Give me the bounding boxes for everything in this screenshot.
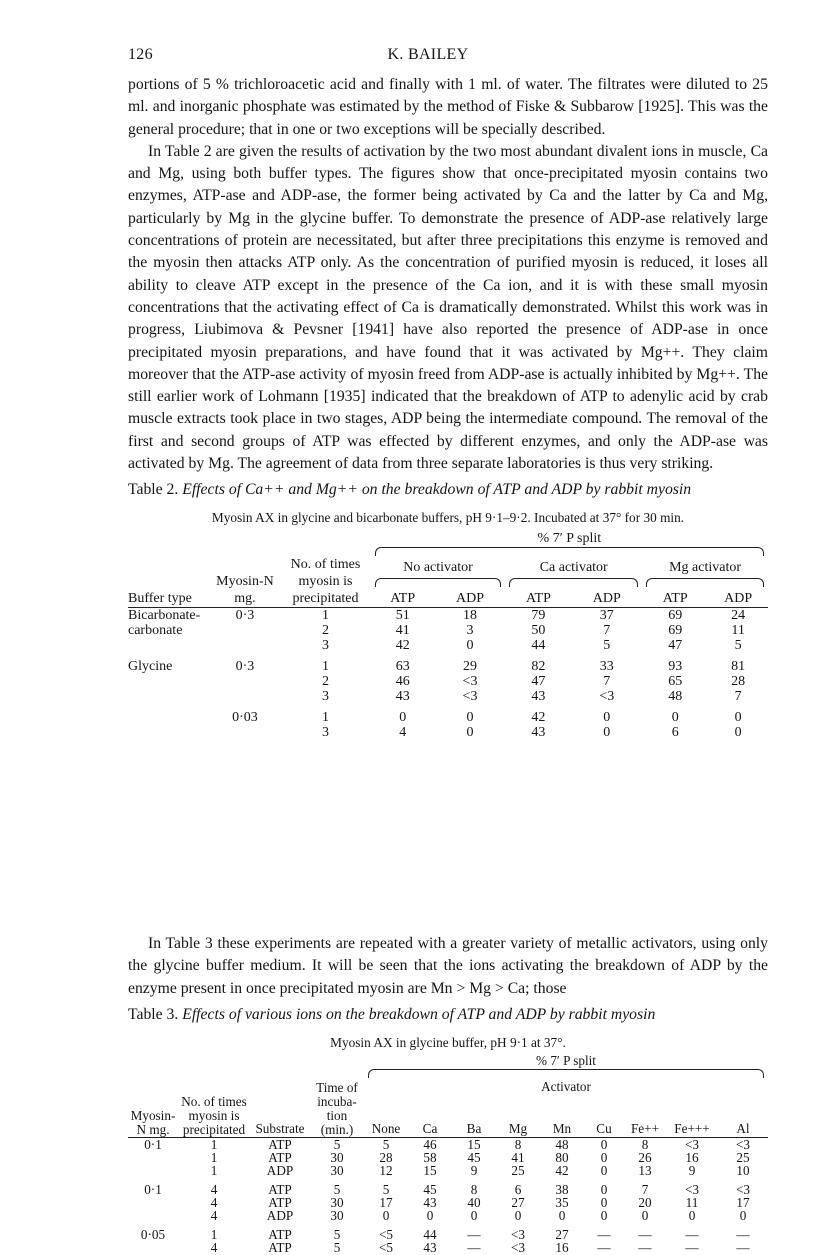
table-cell: <3 (735, 1137, 751, 1152)
table-cell: — (685, 1227, 699, 1242)
table-cell: 79 (531, 608, 546, 623)
table-cell: 25 (736, 1150, 750, 1165)
table-cell (128, 725, 210, 740)
table-cell: — (736, 1227, 750, 1242)
table-cell: 5 (333, 1240, 341, 1255)
table-cell: 6 (514, 1182, 522, 1197)
table-cell: 4 (210, 1195, 218, 1210)
table-row (128, 1241, 768, 1254)
table2-col-atp: ATP (662, 591, 688, 606)
table-row (128, 1228, 768, 1241)
table3-col-ion-none: None (371, 1121, 401, 1136)
table-cell (128, 710, 210, 725)
table-cell: 0·03 (232, 710, 258, 725)
table-cell: Glycine (128, 659, 173, 674)
table-cell: 1 (210, 1137, 218, 1152)
table-cell: 0 (641, 1208, 649, 1223)
table-cell: 0 (734, 710, 742, 725)
table-cell: 30 (330, 1163, 344, 1178)
table-cell: 28 (731, 674, 746, 689)
table2-subtitle: Myosin AX in glycine and bicarbonate buffers, pH 9·1–9·2. Incubated at 37° for 30 min. (211, 510, 685, 525)
table-cell: — (736, 1240, 750, 1255)
table-row (128, 1164, 768, 1177)
table3-col-ion-fe2: Fe++ (630, 1121, 660, 1136)
table-cell: — (685, 1240, 699, 1255)
table3-col-time: Time of incuba-tion (min.) (316, 1080, 358, 1137)
table-cell: — (638, 1227, 652, 1242)
table-cell: 58 (423, 1150, 437, 1165)
paragraph-table3-intro: In Table 3 these experiments are repeated with a greater variety of metallic activators, using only the glycine buffer medium. It will be seen that the ions activating the breakdown of ADP by the enzyme present in once precipitated myosin are Mn > Mg > Ca; those (128, 935, 768, 997)
table-row (128, 1151, 768, 1164)
table-cell: 27 (555, 1227, 569, 1242)
table3-col-ion-ca: Ca (422, 1121, 438, 1136)
table-cell: 20 (638, 1195, 652, 1210)
table-cell: 0 (399, 710, 407, 725)
table3-subtitle: Myosin AX in glycine buffer, pH 9·1 at 37°. (330, 1035, 566, 1050)
table-cell: 6 (671, 725, 679, 740)
table-cell: 3 (321, 725, 329, 740)
table-cell: 5 (382, 1182, 390, 1197)
table-cell: 18 (463, 608, 477, 623)
table2-brace-mg (646, 578, 764, 587)
table-cell: 0·3 (235, 608, 255, 623)
table-cell: 0 (600, 1182, 608, 1197)
table-cell: 48 (668, 689, 683, 704)
table-cell: 1 (321, 710, 329, 725)
table-cell: 38 (555, 1182, 569, 1197)
table-cell: 0 (514, 1208, 522, 1223)
table2-label: Table 2. (128, 481, 179, 498)
table-cell: — (638, 1240, 652, 1255)
table-cell: 3 (321, 638, 329, 653)
table-cell: — (597, 1227, 611, 1242)
table2-caption (128, 481, 768, 499)
table2-col-buffer: Buffer type (128, 591, 192, 606)
table3-title: Effects of various ions on the breakdown of ATP and ADP by rabbit myosin (182, 1006, 656, 1023)
table-cell: 25 (511, 1163, 525, 1178)
table2-body (128, 608, 768, 741)
paragraph-continuation: portions of 5 % trichloroacetic acid and finally with 1 ml. of water. The filtrates were diluted to 25 ml. and inorganic phosphate was estimated by the method of Fiske & Subbarow [1925]. This was the general procedure; that in one or two exceptions will be specially described. (128, 76, 768, 138)
table-cell: 17 (736, 1195, 750, 1210)
table-cell: 5 (734, 638, 742, 653)
table-cell: 24 (731, 608, 746, 623)
table-cell: 43 (423, 1240, 437, 1255)
table-cell: 82 (531, 659, 546, 674)
table2-brace-ca (509, 578, 638, 587)
table-cell: ATP (268, 1150, 292, 1165)
table-cell: 37 (599, 608, 614, 623)
table-cell: 43 (531, 725, 546, 740)
table-cell: 3 (321, 689, 329, 704)
table-cell: 42 (555, 1163, 569, 1178)
table-cell: Bicarbonate- (128, 608, 201, 623)
table2-col-atp: ATP (390, 591, 416, 606)
table-cell: 35 (555, 1195, 569, 1210)
table-cell: 4 (210, 1208, 218, 1223)
table-cell: 46 (395, 674, 410, 689)
table-cell (210, 725, 281, 740)
table3-activator-header: Activator (541, 1079, 591, 1094)
table-cell: 7 (734, 689, 742, 704)
running-head (128, 46, 728, 68)
table-cell: 5 (333, 1227, 341, 1242)
table-cell: 0 (426, 1208, 434, 1223)
table3-col-ion-mg: Mg (508, 1121, 528, 1136)
table-cell: <3 (684, 1137, 700, 1152)
table-cell: 0 (671, 710, 679, 725)
table-cell: 40 (467, 1195, 481, 1210)
table-cell (128, 674, 210, 689)
table-cell: 5 (333, 1182, 341, 1197)
table-cell: 1 (321, 659, 329, 674)
table-cell: 26 (638, 1150, 652, 1165)
table-cell: 1 (210, 1227, 218, 1242)
table-row (128, 710, 768, 725)
table2-span-brace (375, 547, 764, 556)
table-cell: 1 (210, 1163, 218, 1178)
table-cell: 0 (600, 1208, 608, 1223)
table2-col-myosin: Myosin-N mg. (216, 574, 274, 606)
table-row (128, 659, 768, 674)
table-cell: 8 (514, 1137, 522, 1152)
table-cell (210, 623, 281, 638)
table-cell: 48 (555, 1137, 569, 1152)
table-cell: 33 (599, 659, 614, 674)
table-cell: 0 (466, 638, 474, 653)
table-cell: 11 (731, 623, 745, 638)
body-text-upper (128, 74, 768, 475)
table3-col-ion-cu: Cu (596, 1121, 612, 1136)
table3-body (128, 1138, 768, 1255)
table-cell: 16 (555, 1240, 569, 1255)
table-cell: 30 (330, 1208, 344, 1223)
table3-caption (128, 1006, 768, 1024)
table2 (128, 530, 768, 740)
table2-group-ca-activator: Ca activator (539, 560, 608, 576)
table-cell: <3 (684, 1182, 700, 1197)
table-cell: 7 (603, 623, 611, 638)
table-cell (128, 689, 210, 704)
table-cell: 29 (463, 659, 477, 674)
table-cell: <3 (462, 674, 478, 689)
table-cell: 5 (333, 1137, 341, 1152)
table-cell: — (467, 1227, 481, 1242)
table-cell: 0·3 (235, 659, 255, 674)
table-cell: 0 (466, 725, 474, 740)
table-cell: 27 (511, 1195, 525, 1210)
table-cell: 9 (688, 1163, 696, 1178)
table-cell: <5 (378, 1240, 394, 1255)
table-cell: 65 (668, 674, 683, 689)
table-cell: 50 (531, 623, 546, 638)
table-cell: <3 (510, 1227, 526, 1242)
table-cell: 15 (467, 1137, 481, 1152)
table-cell: 63 (395, 659, 410, 674)
table-cell: 43 (531, 689, 546, 704)
table3-col-times: No. of times myosin is precipitated (181, 1094, 247, 1137)
table-cell: 46 (423, 1137, 437, 1152)
table2-col-atp: ATP (525, 591, 551, 606)
table-cell: 28 (379, 1150, 393, 1165)
table-row (128, 1196, 768, 1209)
table-cell: 30 (330, 1195, 344, 1210)
table3-col-ion-al: Al (736, 1121, 750, 1136)
table3-col-ion-fe3: Fe+++ (674, 1121, 710, 1136)
table-row (128, 725, 768, 740)
table-cell (128, 1164, 178, 1177)
table-row (128, 608, 768, 624)
table-cell: 41 (395, 623, 410, 638)
table-cell (210, 638, 281, 653)
table-cell: 0 (600, 1195, 608, 1210)
table-cell: 0 (734, 725, 742, 740)
table3-span-brace (368, 1069, 764, 1078)
table2-col-times: No. of times myosin is precipitated (290, 557, 361, 606)
table2-span-header: % 7′ P split (537, 531, 602, 546)
table3 (128, 1052, 768, 1254)
table-cell: 45 (467, 1150, 481, 1165)
page-number: 126 (128, 46, 153, 63)
table-cell: 0·05 (140, 1227, 166, 1242)
table-cell: 0 (600, 1137, 608, 1152)
table-cell: 1 (210, 1150, 218, 1165)
table-cell (128, 1151, 178, 1164)
table-row (128, 674, 768, 689)
table-cell: 0·1 (144, 1182, 162, 1197)
table-row (128, 638, 768, 653)
table-cell (128, 1241, 178, 1254)
table3-col-ion-mn: Mn (552, 1121, 572, 1136)
table-cell: 51 (395, 608, 410, 623)
table-cell (210, 689, 281, 704)
table-cell: 42 (531, 710, 546, 725)
table-cell: 69 (668, 623, 683, 638)
table-cell: 43 (423, 1195, 437, 1210)
table-cell: 15 (423, 1163, 437, 1178)
table2-title: Effects of Ca++ and Mg++ on the breakdown of ATP and ADP by rabbit myosin (182, 481, 692, 498)
table2-group-mg-activator: Mg activator (669, 560, 742, 576)
table-cell: 8 (641, 1137, 649, 1152)
table3-span-header: % 7′ P split (536, 1053, 596, 1068)
table-cell: 8 (470, 1182, 478, 1197)
table-cell: 0 (600, 1150, 608, 1165)
table-cell: ATP (268, 1195, 292, 1210)
table-row (128, 1209, 768, 1222)
table3-col-substrate: Substrate (255, 1121, 305, 1136)
table-cell: 69 (668, 608, 683, 623)
table2-col-adp: ADP (456, 591, 485, 606)
table-cell: 9 (470, 1163, 478, 1178)
table-cell (210, 674, 281, 689)
table-cell: ADP (266, 1208, 294, 1223)
table2-group-no-activator: No activator (403, 560, 473, 576)
table-cell: 0 (603, 725, 611, 740)
table-cell: 0·1 (144, 1137, 162, 1152)
table-cell: 0 (600, 1163, 608, 1178)
table-cell (128, 638, 210, 653)
paragraph-table2-discussion: In Table 2 are given the results of activation by the two most abundant divalent ions in muscle, Ca and Mg, using both buffer types. The figures show that once-precipitated myosin contains two enzymes, ATP-ase and ADP-ase, the former being activated by Ca and the latter by Ca and Mg, particularly by Mg in the glycine buffer. To demonstrate the presence of ADP-ase relatively large concentrations of protein are necessitated, but after three precipitations this enzyme is removed and the myosin then attacks ATP only. As the concentration of purified myosin is reduced, it loses all ability to cleave ATP except in the presence of the Ca ion, and it is with these small myosin concentrations that the activating effect of Ca is dramatically demonstrated. Whilst this work was in progress, Liubimova & Pevsner [1941] have also reported the presence of ADP-ase in once precipitated myosin preparations, and have found that it was activated by Mg++. They claim moreover that the ATP-ase activity of myosin freed from ADP-ase is actually inhibited by Mg++. The still earlier work of Lohmann [1935] indicated that the breakdown of ATP to adenylic acid by crab muscle extracts took place in two stages, ADP being the intermediate compound. The removal of the first and second groups of ATP was effected by different enzymes, and only the ADP-ase was activated by Mg. The agreement of data from three separate laboratories is thus very striking. (128, 142, 768, 473)
table-cell (128, 1209, 178, 1222)
table-cell: 43 (395, 689, 410, 704)
table-cell: 17 (379, 1195, 393, 1210)
table-cell: ATP (268, 1240, 292, 1255)
table-cell: 11 (685, 1195, 699, 1210)
table-cell: 12 (379, 1163, 393, 1178)
running-head-author: K. BAILEY (387, 46, 469, 63)
table-cell: 0 (688, 1208, 696, 1223)
table-cell: 10 (736, 1163, 750, 1178)
table-cell: 4 (210, 1182, 218, 1197)
table-cell (128, 1196, 178, 1209)
table-cell: 2 (321, 674, 329, 689)
table2-brace-no-activator (375, 578, 502, 587)
table-cell: ATP (268, 1137, 292, 1152)
table2-col-adp: ADP (724, 591, 753, 606)
table-cell: 42 (395, 638, 410, 653)
table-cell: ADP (266, 1163, 294, 1178)
table-row (128, 1183, 768, 1196)
table-cell: 93 (668, 659, 683, 674)
table-cell: 47 (668, 638, 683, 653)
table-cell: ATP (268, 1227, 292, 1242)
table-cell: 0 (739, 1208, 747, 1223)
table-cell: carbonate (128, 623, 183, 638)
table-cell: 45 (423, 1182, 437, 1197)
table-cell: 41 (511, 1150, 525, 1165)
table2-col-adp: ADP (592, 591, 621, 606)
table-cell: 16 (685, 1150, 699, 1165)
table3-col-ion-ba: Ba (466, 1121, 482, 1136)
table-cell: 44 (531, 638, 546, 653)
table-cell: 44 (423, 1227, 437, 1242)
table-cell: 0 (466, 710, 474, 725)
table-cell: 0 (382, 1208, 390, 1223)
table3-label: Table 3. (128, 1006, 179, 1023)
table-cell: 80 (555, 1150, 569, 1165)
table-cell: 13 (638, 1163, 652, 1178)
table-row (128, 623, 768, 638)
table-cell: 0 (470, 1208, 478, 1223)
table-cell: 7 (641, 1182, 649, 1197)
table-cell: — (467, 1240, 481, 1255)
table-row (128, 689, 768, 704)
table-cell: <3 (510, 1240, 526, 1255)
table-cell: <3 (599, 689, 615, 704)
table-row (128, 1138, 768, 1152)
table-cell: 4 (399, 725, 407, 740)
table-cell: — (597, 1240, 611, 1255)
table-cell: 2 (321, 623, 329, 638)
table-cell: 3 (466, 623, 474, 638)
table-cell: ATP (268, 1182, 292, 1197)
table-cell: <3 (462, 689, 478, 704)
body-text-lower (128, 933, 768, 1000)
table-cell: 1 (321, 608, 329, 623)
table-cell: 30 (330, 1150, 344, 1165)
table-cell: <5 (378, 1227, 394, 1242)
table-cell: 4 (210, 1240, 218, 1255)
table-cell: 5 (382, 1137, 390, 1152)
table-cell: 7 (603, 674, 611, 689)
table-cell: <3 (735, 1182, 751, 1197)
table-cell: 0 (603, 710, 611, 725)
table-cell: 81 (731, 659, 746, 674)
table-cell: 0 (558, 1208, 566, 1223)
table3-col-myosin: Myosin-N mg. (130, 1108, 176, 1137)
table-cell: 47 (531, 674, 546, 689)
table-cell: 5 (603, 638, 611, 653)
